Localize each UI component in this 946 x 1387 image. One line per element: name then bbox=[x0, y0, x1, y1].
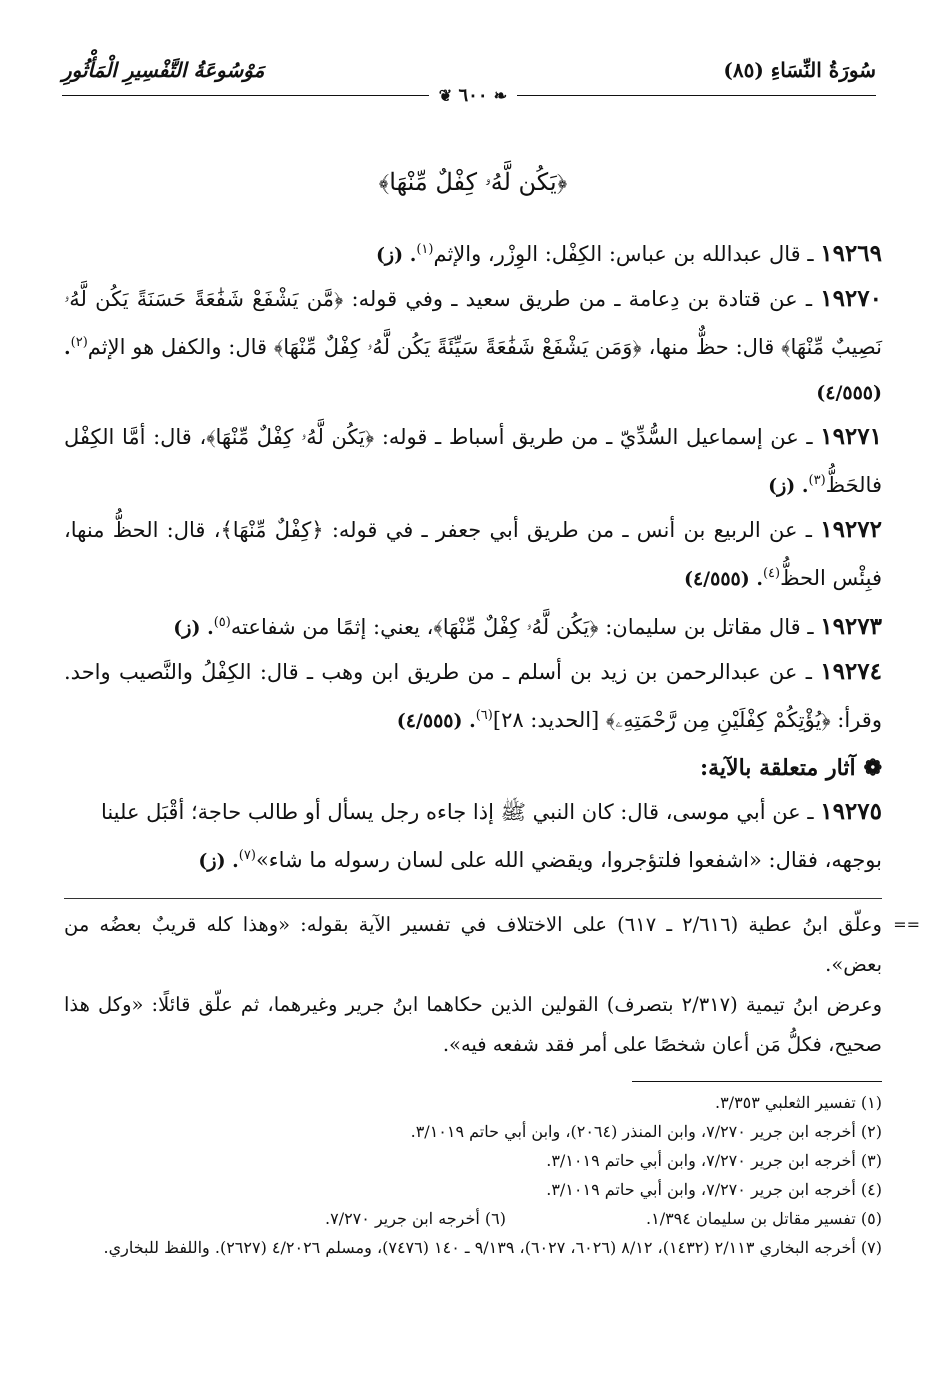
narration-reference: . (ز) bbox=[375, 244, 417, 266]
footnote-7: (٧) أخرجه البخاري ٢/١١٣ (١٤٣٢)، ٨/١٢ (٦٠٢٦، ٦٠٢٧)، ٩/١٣٩ ـ ١٤٠ (٧٤٧٦)، ومسلم ٤/٢٠٢٦ (٢٦٢٧). واللفظ للبخاري. bbox=[103, 1238, 882, 1257]
footnote-2: (٢) أخرجه ابن جرير ٧/٢٧٠، وابن المنذر (٢٠٦٤)، وابن أبي حاتم ٣/١٠١٩. bbox=[410, 1122, 882, 1141]
narration-number: ١٩٢٧١ bbox=[820, 423, 882, 450]
narration-reference: . (ز) bbox=[198, 850, 239, 872]
ornament-right-icon: ❧ bbox=[493, 86, 508, 105]
continued-note bbox=[64, 905, 920, 1065]
footnotes bbox=[64, 1088, 882, 1262]
footnote-marker: (٤) bbox=[762, 566, 781, 581]
note-paragraph-ibn-taymiyya: وعرض ابنُ تيمية (٢/٣١٧ بتصرف) القولين الذين حكاهما ابنُ جرير وغيرهما، ثم علّق قائلًا: «وكل هذا صحيح، فكلُّ مَن أعان شخصًا على أمر فقد شفعه فيه». bbox=[64, 993, 883, 1056]
continuation-rule bbox=[64, 898, 882, 899]
narration-reference: . (ز) bbox=[768, 475, 809, 497]
related-athar-section bbox=[64, 746, 882, 883]
narration-number: ١٩٢٦٩ bbox=[820, 240, 882, 267]
footnote-marker: (٢) bbox=[70, 335, 88, 350]
narration-reference: . (٤/٥٥٥) bbox=[396, 710, 476, 732]
narration-number: ١٩٢٧٤ bbox=[820, 658, 882, 685]
narration-text: ـ عن الربيع بن أنس ـ من طريق أبي جعفر ـ في قوله: ﴿كِفْلٌ مِّنْهَا﴾، قال: الحظُّ منها، فبِئْس الحظُّ bbox=[64, 518, 882, 590]
note-paragraph-ibn-atiyya: وعلّق ابنُ عطية (٢/٦١٦ ـ ٦١٧) على الاختلاف في تفسير الآية بقوله: «وهذا كله قريبٌ بعضُه من بعض». bbox=[64, 913, 882, 976]
narration-reference: . (ز) bbox=[173, 617, 214, 639]
footnote-marker: (٥) bbox=[213, 615, 231, 630]
footnote-marker: (١) bbox=[416, 242, 434, 257]
section-heading bbox=[64, 746, 882, 790]
narrations bbox=[64, 228, 882, 743]
footnote-1: (١) تفسير الثعلبي ٣/٣٥٣. bbox=[714, 1093, 882, 1112]
narration-19274 bbox=[64, 650, 882, 743]
narration-text: ـ عن عبدالرحمن بن زيد بن أسلم ـ من طريق ابن وهب ـ قال: الكِفْلُ والنَّصيب واحد. وقرأ: ﴿يُؤْتِكُمْ كِفْلَيْنِ مِن رَّحْمَتِهِۦ﴾ [الحديد: ٢٨] bbox=[64, 660, 882, 732]
narration-number: ١٩٢٧٢ bbox=[820, 516, 882, 543]
narration-19270 bbox=[64, 277, 882, 415]
narration-number: ١٩٢٧٥ bbox=[820, 798, 882, 825]
narration-reference: . (٤/٥٥٥) bbox=[683, 568, 763, 590]
footnote-5: (٥) تفسير مقاتل بن سليمان ١/٣٩٤. bbox=[646, 1209, 882, 1228]
page-number: ٦٠٠ bbox=[458, 85, 488, 106]
narration-text: ـ عن أبي موسى، قال: كان النبي ﷺ إذا جاءه رجل يسأل أو طالب حاجة؛ أقْبَل علينا بوجهه، فقال: «اشفعوا فلتؤجروا، ويقضي الله على لسان رسوله ما شاء» bbox=[100, 800, 882, 872]
narration-19275 bbox=[64, 790, 882, 883]
narration-number: ١٩٢٧٠ bbox=[820, 285, 882, 312]
narration-text: ـ قال عبدالله بن عباس: الكِفْل: الوِزْر، والإثم bbox=[433, 242, 821, 266]
ornament-left-icon: ❦ bbox=[438, 86, 453, 105]
footnote-marker: (٧) bbox=[238, 848, 256, 863]
footnote-separator bbox=[632, 1081, 882, 1082]
narration-number: ١٩٢٧٣ bbox=[820, 613, 882, 640]
narration-19273 bbox=[64, 601, 882, 650]
continuation-marker: == bbox=[893, 915, 920, 934]
footnote-marker: (٣) bbox=[808, 473, 826, 488]
narration-text: ـ عن قتادة بن دِعامة ـ من طريق سعيد ـ وفي قوله: ﴿مَّن يَشْفَعْ شَفَٰعَةً حَسَنَةً يَكُن لَّهُۥ نَصِيبٌ مِّنْهَا﴾ قال: حظٌّ منها، ﴿وَمَن يَشْفَعْ شَفَٰعَةً سَيِّئَةً يَكُن لَّهُۥ كِفْلٌ مِّنْهَا﴾ قال: والكفل هو الإثم bbox=[64, 287, 882, 359]
footnote-6: (٦) أخرجه ابن جرير ٧/٢٧٠. bbox=[325, 1209, 506, 1228]
narration-text: ـ عن إسماعيل السُّدِّيّ ـ من طريق أسباط ـ قوله: ﴿يَكُن لَّهُۥ كِفْلٌ مِّنْهَا﴾، قال: أمَّا الكِفْل فالحَظُّ bbox=[64, 425, 882, 497]
narration-19272 bbox=[64, 508, 882, 601]
narration-19269 bbox=[64, 228, 882, 277]
running-header-surah: سُورَةُ النِّسَاءِ (٨٥) bbox=[723, 58, 876, 82]
footnote-4: (٤) أخرجه ابن جرير ٧/٢٧٠، وابن أبي حاتم ٣/١٠١٩. bbox=[546, 1180, 882, 1199]
footnote-row-5-6 bbox=[64, 1204, 882, 1233]
section-heading-text: آثار متعلقة بالآية: bbox=[700, 755, 856, 781]
narration-text: ـ قال مقاتل بن سليمان: ﴿يَكُن لَّهُۥ كِفْلٌ مِّنْهَا﴾، يعني: إثمًا من شفاعته bbox=[230, 615, 821, 639]
footnote-3: (٣) أخرجه ابن جرير ٧/٢٧٠، وابن أبي حاتم ٣/١٠١٩. bbox=[546, 1151, 882, 1170]
flower-ornament-icon: ❁ bbox=[863, 755, 882, 781]
footnote-marker: (٦) bbox=[475, 708, 493, 723]
narration-reference: . (٤/٥٥٥) bbox=[64, 337, 882, 404]
running-header-book-title: مَوْسُوعَةُ التَّفْسِيرِ الْمَأْثُورِ bbox=[62, 58, 265, 82]
verse-heading: ﴿يَكُن لَّهُۥ كِفْلٌ مِّنْهَا﴾ bbox=[378, 168, 568, 196]
page-number-block bbox=[0, 85, 946, 106]
narration-19271 bbox=[64, 415, 882, 508]
